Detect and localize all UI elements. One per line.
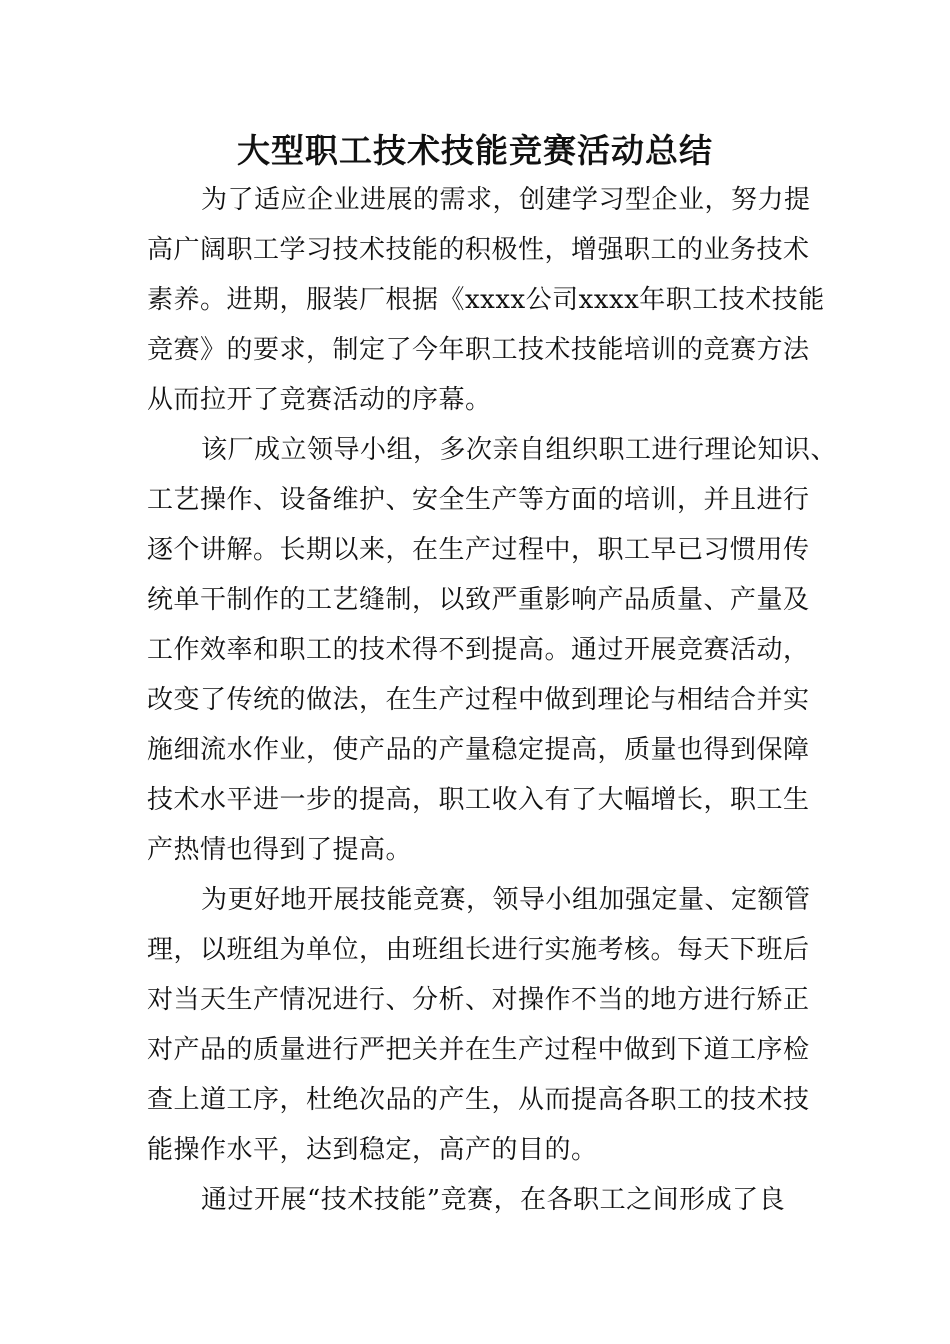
paragraph-2-line-5: 工作效率和职工的技术得不到提高。通过开展竞赛活动，	[147, 635, 810, 665]
paragraph-3-line-2: 理，以班组为单位，由班组长进行实施考核。每天下班后	[147, 935, 810, 965]
paragraph-2-line-7: 施细流水作业，使产品的产量稳定提高，质量也得到保障	[147, 735, 810, 765]
paragraph-3-line-1: 为更好地开展技能竞赛，领导小组加强定量、定额管	[201, 885, 811, 915]
paragraph-1-line-5: 从而拉开了竞赛活动的序幕。	[147, 385, 492, 415]
paragraph-4-line-1: 通过开展“技术技能”竞赛，在各职工之间形成了良	[201, 1185, 786, 1215]
paragraph-1-line-4: 竞赛》的要求，制定了今年职工技术技能培训的竞赛方法	[147, 335, 810, 365]
paragraph-2-line-4: 统单干制作的工艺缝制，以致严重影响产品质量、产量及	[147, 585, 810, 615]
paragraph-3-line-4: 对产品的质量进行严把关并在生产过程中做到下道工序检	[147, 1035, 810, 1065]
paragraph-2-line-8: 技术水平进一步的提高，职工收入有了大幅增长，职工生	[147, 785, 810, 815]
paragraph-2-line-9: 产热情也得到了提高。	[147, 835, 413, 865]
paragraph-3-line-6: 能操作水平，达到稳定，高产的目的。	[147, 1135, 598, 1165]
paragraph-2-line-1: 该厂成立领导小组，多次亲自组织职工进行理论知识、	[201, 435, 838, 465]
paragraph-3-line-5: 查上道工序，杜绝次品的产生，从而提高各职工的技术技	[147, 1085, 810, 1115]
paragraph-3-line-3: 对当天生产情况进行、分析、对操作不当的地方进行矫正	[147, 985, 810, 1015]
paragraph-1-line-1: 为了适应企业进展的需求，创建学习型企业，努力提	[201, 185, 811, 215]
paragraph-1-line-2: 高广阔职工学习技术技能的积极性，增强职工的业务技术	[147, 235, 810, 265]
paragraph-1-line-3: 素养。进期，服装厂根据《xxxx公司xxxx年职工技术技能	[147, 285, 825, 315]
document-title: 大型职工技术技能竞赛活动总结	[237, 131, 713, 170]
paragraph-2-line-2: 工艺操作、设备维护、安全生产等方面的培训，并且进行	[147, 485, 810, 515]
paragraph-2-line-6: 改变了传统的做法，在生产过程中做到理论与相结合并实	[147, 685, 810, 715]
paragraph-2-line-3: 逐个讲解。长期以来，在生产过程中，职工早已习惯用传	[147, 535, 810, 565]
